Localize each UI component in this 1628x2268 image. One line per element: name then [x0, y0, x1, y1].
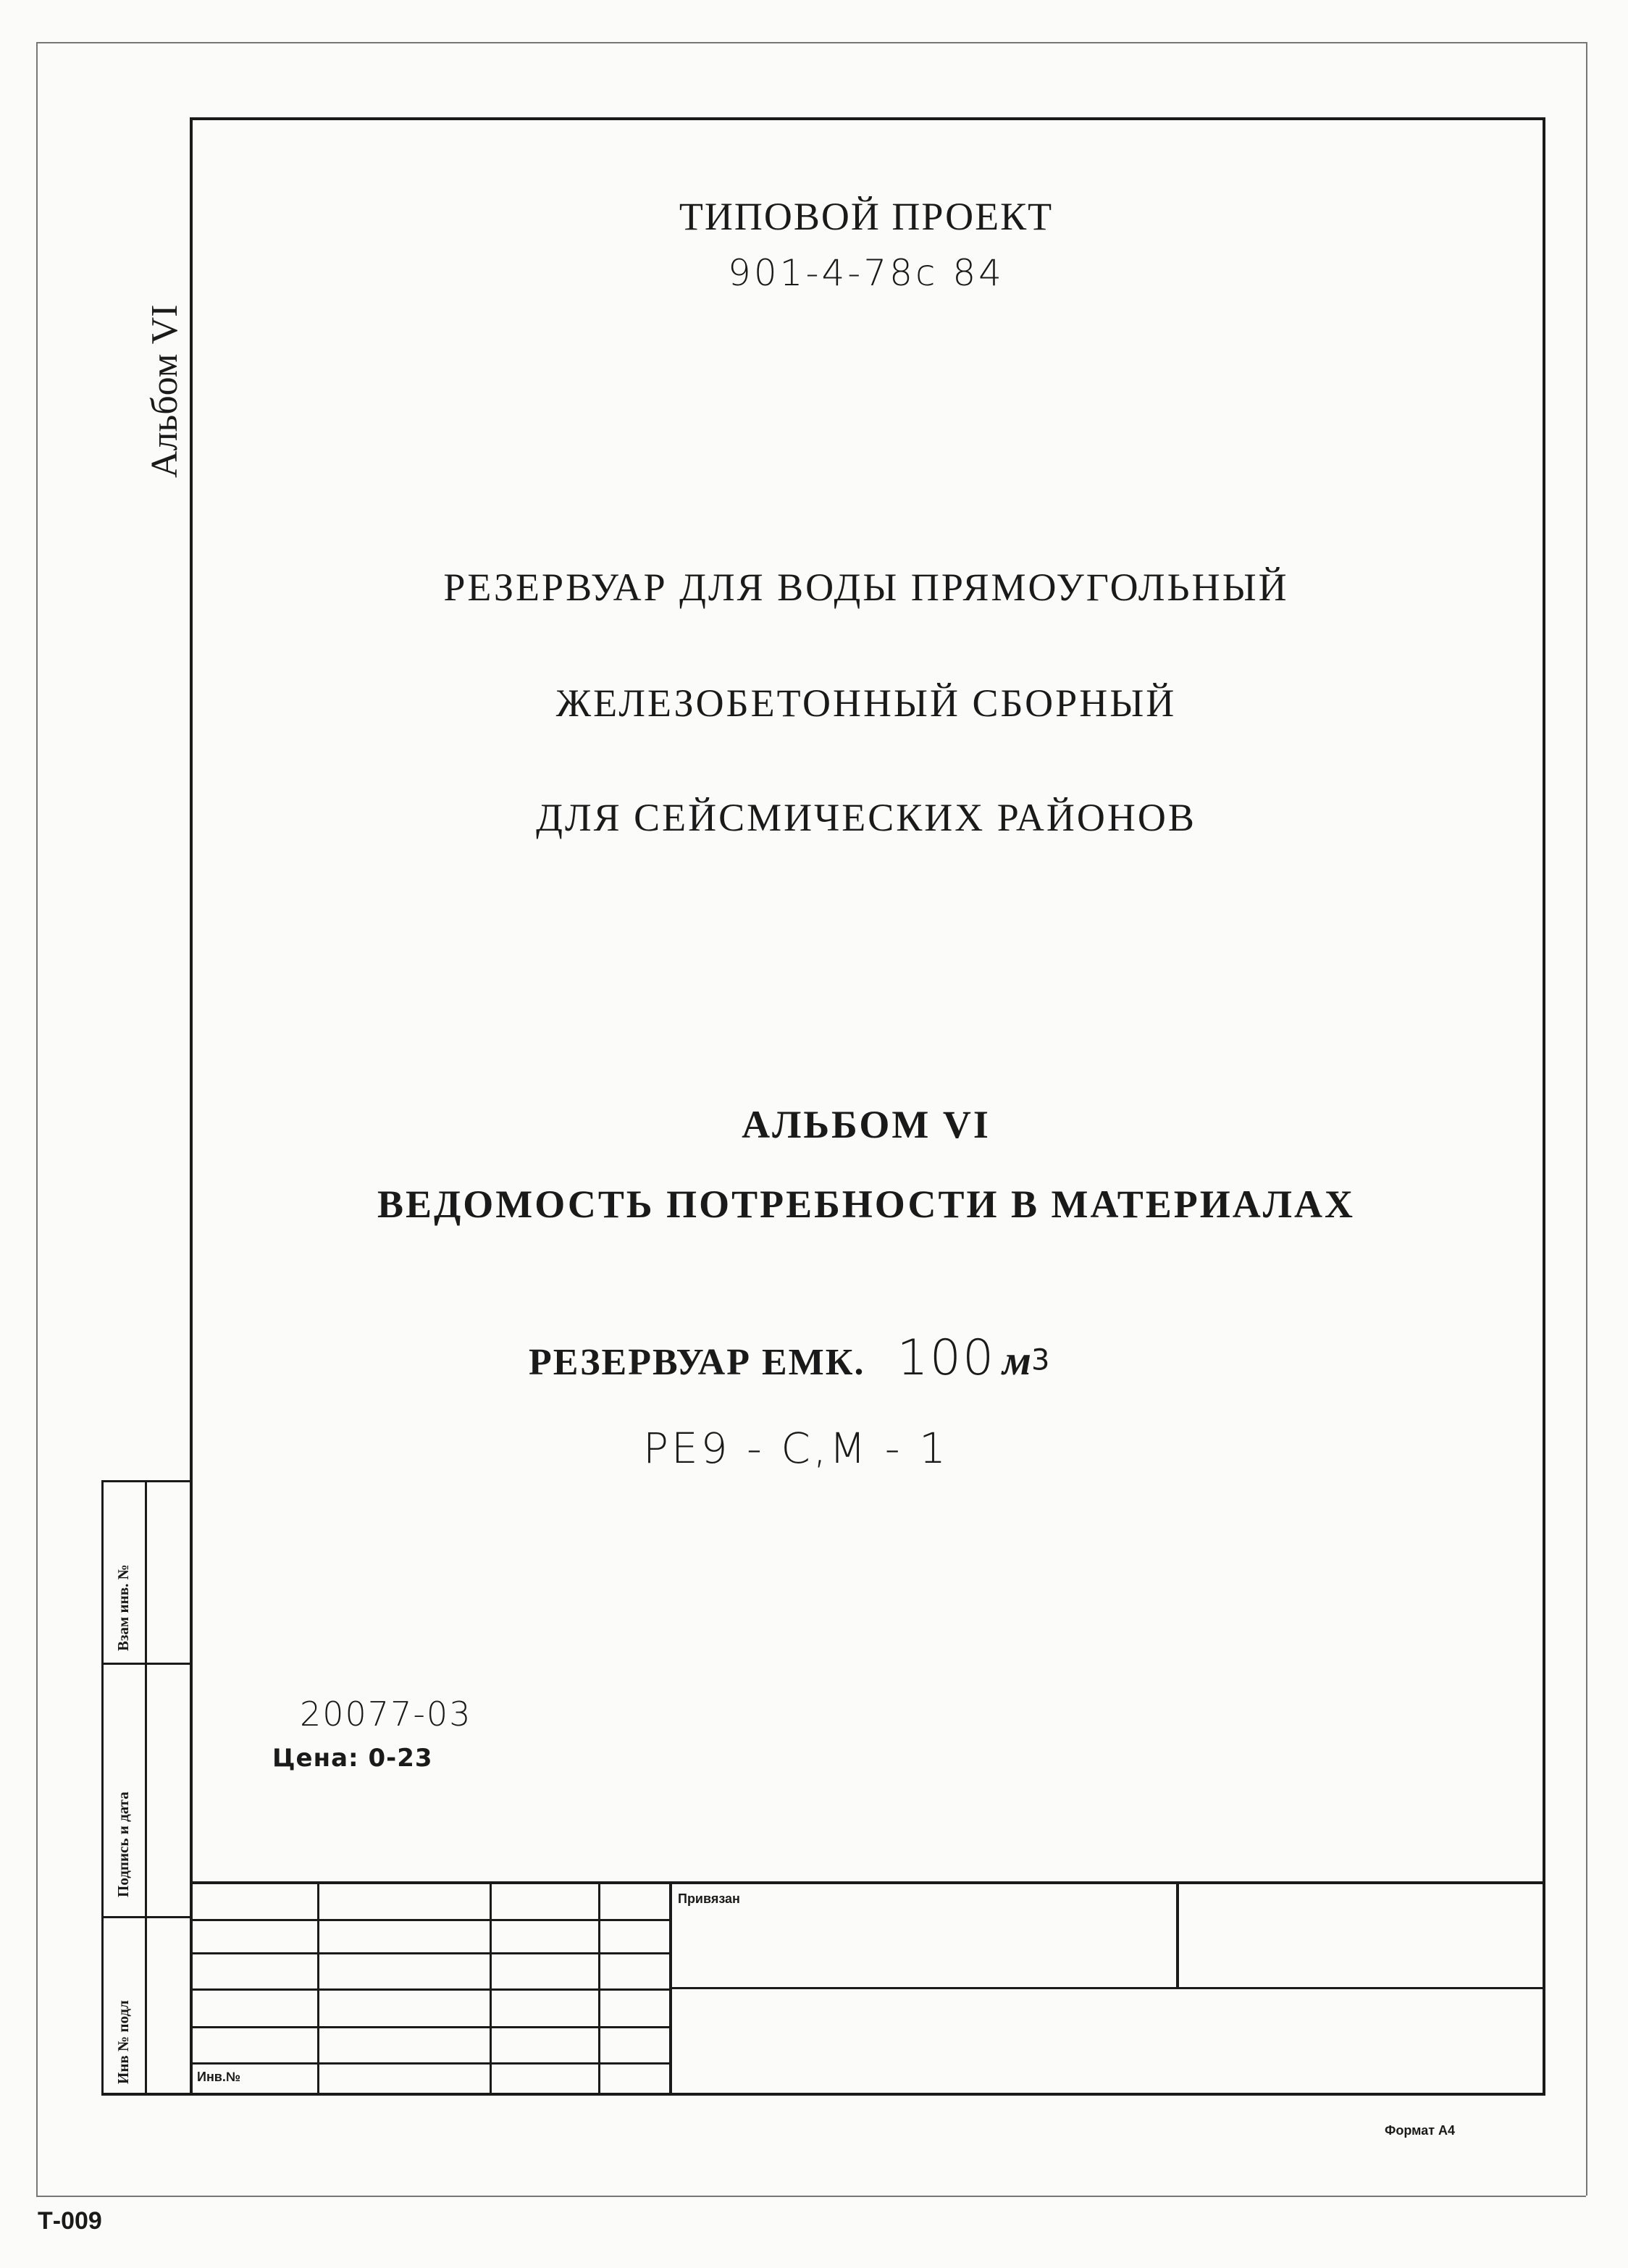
album-side-label: Альбом VI	[144, 304, 185, 478]
reservoir-label: РЕЗЕРВУАР ЕМК.	[529, 1342, 865, 1383]
frame-top	[190, 117, 1545, 120]
reservoir-mark: РЕ9 - С,М - 1	[643, 1424, 949, 1473]
tb-col-5	[1176, 1881, 1179, 1987]
tb-row-4	[190, 2026, 671, 2028]
side-stamp-left	[101, 1480, 104, 2094]
outer-border-top	[36, 42, 1586, 43]
album-subtitle: ВЕДОМОСТЬ ПОТРЕБНОСТИ В МАТЕРИАЛАХ	[377, 1183, 1355, 1226]
side-stamp-top	[101, 1480, 191, 1482]
side-stamp-mid	[145, 1480, 147, 2094]
side-stamp-field-1: Взам инв. №	[114, 1564, 132, 1651]
reservoir-unit-power: 3	[1031, 1343, 1050, 1377]
title-block-inv-label: Инв.№	[197, 2070, 240, 2084]
project-title: ТИПОВОЙ ПРОЕКТ	[679, 195, 1054, 238]
project-code: 901-4-78с 84	[728, 252, 1004, 294]
tb-row-1	[190, 1919, 671, 1921]
side-stamp-field-3: Инв № подл	[114, 2000, 132, 2084]
order-price: Цена: 0-23	[272, 1744, 433, 1773]
tb-row-2	[190, 1952, 671, 1954]
reservoir-capacity: 100	[897, 1330, 996, 1387]
title-block-mid	[671, 1987, 1544, 1989]
side-stamp-div-2	[101, 1916, 191, 1918]
format-label: Формат А4	[1385, 2123, 1456, 2138]
title-block-top	[190, 1881, 1545, 1884]
sheet-code: Т-009	[38, 2207, 102, 2235]
name-line-3: ДЛЯ СЕЙСМИЧЕСКИХ РАЙОНОВ	[536, 796, 1196, 839]
title-block-bound-label: Привязан	[678, 1891, 740, 1906]
tb-row-5	[190, 2062, 671, 2065]
album-title: АЛЬБОМ VI	[742, 1103, 991, 1146]
name-line-1: РЕЗЕРВУАР ДЛЯ ВОДЫ ПРЯМОУГОЛЬНЫЙ	[443, 566, 1289, 609]
reservoir-line	[529, 1330, 1049, 1387]
side-stamp-div-1	[101, 1663, 191, 1665]
reservoir-unit: м	[1002, 1337, 1031, 1384]
name-line-2: ЖЕЛЕЗОБЕТОННЫЙ СБОРНЫЙ	[555, 681, 1177, 725]
side-stamp-field-2: Подпись и дата	[114, 1792, 132, 1897]
order-number: 20077-03	[300, 1694, 472, 1734]
outer-border-bottom	[36, 2196, 1586, 2197]
tb-row-3	[190, 1988, 671, 1991]
outer-border-right	[1586, 42, 1587, 2196]
frame-right	[1543, 117, 1545, 2094]
outer-border-left	[36, 42, 38, 2196]
